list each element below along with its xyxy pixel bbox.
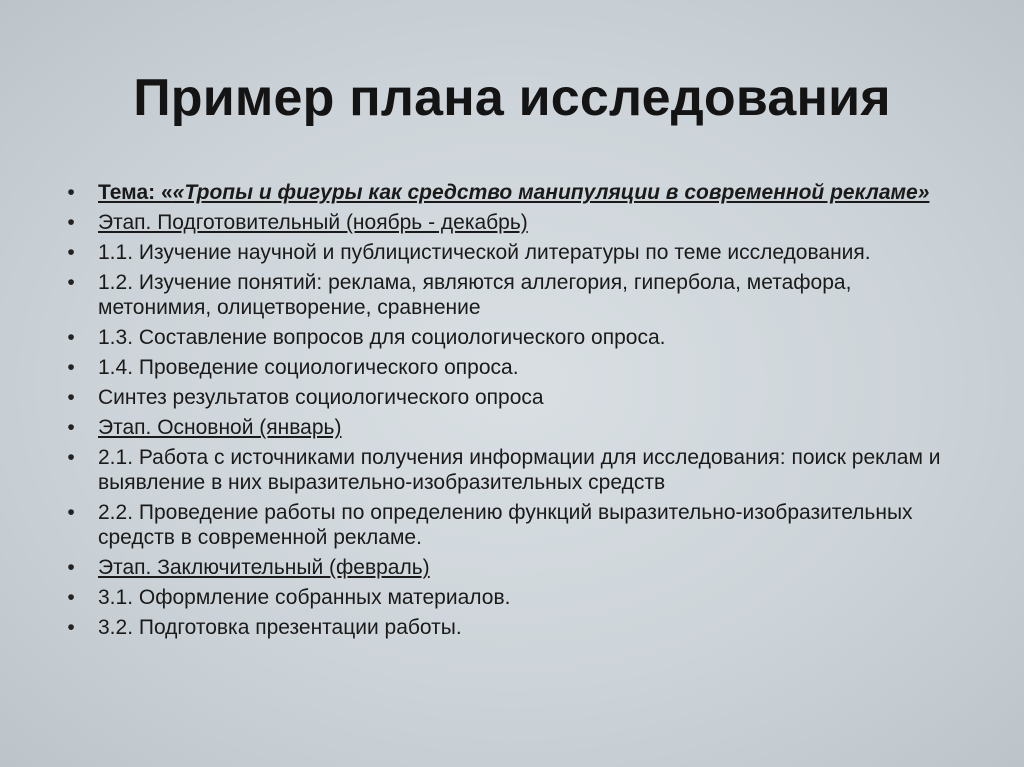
bullet: • [67, 356, 75, 379]
list-item [62, 615, 962, 640]
list-item [62, 445, 962, 495]
stage-item [62, 555, 962, 580]
item-text: 3.2. Подготовка презентации работы. [98, 616, 462, 639]
topic-item [62, 180, 962, 205]
item-text: Синтез результатов социологического опроса [98, 386, 544, 409]
topic-line [98, 181, 929, 204]
item-text: 1.4. Проведение социологического опроса. [98, 356, 519, 379]
plan-list [62, 180, 962, 645]
list-item [62, 500, 962, 550]
item-text: 1.2. Изучение понятий: реклама, являются аллегория, гипербола, метафора, метонимия, олицетворение, сравнение [98, 271, 852, 319]
list-item [62, 585, 962, 610]
item-text: 2.1. Работа с источниками получения информации для исследования: поиск реклам и выявление в них выразительно-изобразительных средств [98, 446, 941, 494]
bullet: • [67, 386, 75, 409]
list-item [62, 385, 962, 410]
stage-item [62, 415, 962, 440]
stage-item [62, 210, 962, 235]
bullet: • [67, 556, 75, 579]
list-item [62, 325, 962, 350]
list-item [62, 270, 962, 320]
item-text: 3.1. Оформление собранных материалов. [98, 586, 511, 609]
bullet: • [67, 416, 75, 439]
slide-title: Пример плана исследования [133, 69, 891, 127]
bullet: • [67, 501, 75, 524]
bullet: • [67, 586, 75, 609]
topic-lead: Тема: « [98, 181, 173, 204]
bullet: • [67, 326, 75, 349]
item-text: 2.2. Проведение работы по определению функций выразительно-изобразительных средств в современной рекламе. [98, 501, 913, 549]
item-text: 1.1. Изучение научной и публицистической литературы по теме исследования. [98, 241, 871, 264]
bullet: • [67, 211, 75, 234]
list-item [62, 355, 962, 380]
topic-quote: «Тропы и фигуры как средство манипуляции в современной рекламе» [172, 181, 930, 204]
stage-text: Этап. Подготовительный (ноябрь - декабрь) [98, 211, 528, 234]
stage-text: Этап. Заключительный (февраль) [98, 556, 430, 579]
bullet: • [67, 616, 75, 639]
bullet: • [67, 181, 75, 204]
bullet: • [67, 271, 75, 294]
list-item [62, 240, 962, 265]
bullet: • [67, 446, 75, 469]
item-text: 1.3. Составление вопросов для социологического опроса. [98, 326, 666, 349]
stage-text: Этап. Основной (январь) [98, 416, 342, 439]
bullet: • [67, 241, 75, 264]
